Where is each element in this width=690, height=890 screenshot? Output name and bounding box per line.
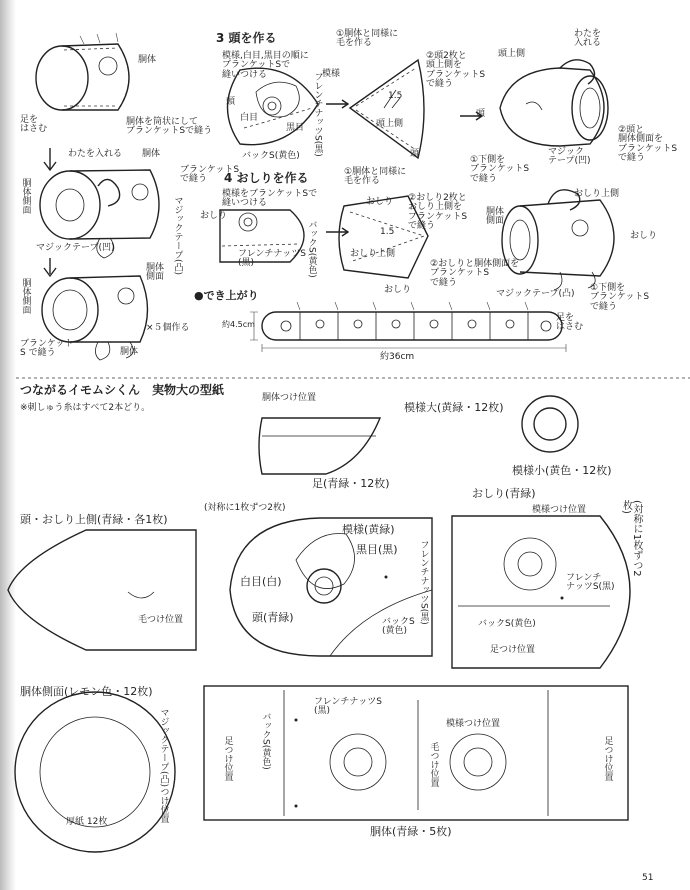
step3-step2: ②頭2枚と 頭上側を ブランケットS で縫う — [426, 51, 486, 90]
oshiri-french: フレンチ ナッツS(黒) — [566, 573, 615, 593]
body-side-pattern — [15, 692, 175, 852]
step4-back-v: バックS(黄色) — [306, 220, 317, 278]
oshiri-leg-pos: 足つけ位置 — [490, 645, 536, 655]
tl-body3: 胴体 — [120, 347, 139, 357]
tl-tube: 胴体を筒状にして ブランケットSで縫う — [126, 117, 213, 137]
step3-magic-tape: マジック テープ(凹) — [548, 147, 591, 167]
body-back-v: バックS(黄色) — [260, 712, 271, 770]
step3-head-upper: 頭上側 — [376, 119, 404, 129]
step4-oshiri2: おしり — [366, 197, 394, 207]
head-french-v: フレンチナッツS(黒) — [418, 540, 429, 625]
pattern-small-label: 模様小(黄色・12枚) — [512, 464, 612, 477]
head-white-eye: 白目(白) — [240, 575, 282, 588]
step4-r-magic: マジックテープ(凸) — [496, 289, 575, 299]
leg-pattern — [259, 418, 380, 474]
body-side-magic-v: マジックテープ(凸)つけ位置 — [158, 708, 169, 824]
tl-cotton: わたを入れる — [68, 149, 123, 159]
step4-r-step2: ②おしりと胴体側面を ブランケットS で縫う — [430, 259, 520, 288]
tl-magic-tape-v: マジックテープ(凸) — [172, 196, 183, 276]
step4-r-upper: おしり上側 — [574, 189, 620, 199]
leg-label: 足(青緑・12枚) — [312, 477, 390, 490]
head-pattern-label: 模様(黄緑) — [342, 523, 395, 536]
head-stuffed-illustration — [500, 60, 608, 146]
leg-pos: 胴体つけ位置 — [262, 393, 317, 403]
step4-r-body-side: 胴体 側面 — [486, 207, 505, 227]
body-french: フレンチナッツS (黒) — [314, 697, 382, 717]
step3-head: 頭 — [226, 97, 236, 107]
tl-side-v1: 胴体側面 — [20, 178, 31, 214]
body-pattern-pos: 模様つけ位置 — [446, 719, 501, 729]
body-leg-pos-left: 足つけ位置 — [222, 736, 233, 781]
tl-body2: 胴体 — [142, 149, 161, 159]
step4-oshiri: おしり — [200, 211, 228, 221]
step4-instr: 模様をブランケットSで 縫いつける — [222, 189, 318, 209]
oshiri-label: おしり(青緑) — [472, 487, 536, 500]
arrow-down-1 — [44, 148, 56, 170]
finished-caterpillar — [250, 302, 566, 352]
tl-make5: ×５個作る — [146, 323, 190, 333]
body-side-label: 胴体側面(レモン色・12枚) — [20, 685, 153, 698]
step4-num15: 1.5 — [380, 227, 395, 237]
step4-oshiri-upper: おしり上側 — [350, 249, 396, 259]
head-black-eye: 黒目(黒) — [356, 543, 398, 556]
pattern-note: ※刺しゅう糸はすべて2本どり。 — [20, 403, 151, 413]
step3-french-v: フレンチナッツS(黒) — [312, 72, 323, 157]
step3-lower-side: ①下側を ブランケットS で縫う — [470, 155, 530, 184]
oshiri-symmetric-v: (対称に1枚ずつ2枚) — [620, 500, 642, 577]
tl-side-body: 胴体 側面 — [146, 263, 165, 283]
arrow-down-2 — [44, 258, 56, 276]
arrow-right-1 — [326, 100, 348, 108]
step3-white-eye: 白目 — [240, 113, 259, 123]
hair-pos: 毛つけ位置 — [138, 615, 184, 625]
page-number: 51 — [642, 873, 654, 883]
tl-side-v2: 胴体側面 — [20, 278, 31, 314]
step3-instr: 模様,白目,黒目の順に ブランケットSで 縫いつける — [222, 51, 309, 80]
step3-head2: 頭 — [410, 149, 420, 159]
step3-step1: ①胴体と同様に 毛を作る — [336, 29, 399, 49]
finished-length: 約36cm — [380, 352, 415, 362]
step4-r-legs: 足を はさむ — [556, 313, 584, 333]
body-tube-illustration — [36, 33, 129, 110]
body-label: 胴体(青緑・5枚) — [370, 825, 452, 838]
head-symmetric: (対称に1枚ずつ2枚) — [204, 503, 286, 513]
tl-blanket3: ブランケット S で縫う — [20, 339, 74, 359]
step4-r-oshiri: おしり — [630, 231, 658, 241]
step3-pattern: 模様 — [322, 69, 341, 79]
oshiri-pattern-pos: 模様つけ位置 — [532, 505, 587, 515]
tl-blanket2: ブランケットS で縫う — [180, 165, 240, 185]
tl-legs: 足を はさむ — [20, 115, 48, 135]
head-head-label: 頭(青緑) — [252, 611, 294, 624]
body-side-cardboard: 厚紙 12枚 — [66, 817, 108, 827]
step3-body-side: ②頭と 胴体側面を ブランケットS で縫う — [618, 125, 678, 164]
oshiri-head-upper-pattern — [8, 530, 196, 650]
step3-back: バックS(黄色) — [242, 151, 300, 161]
step4-step2: ②おしり2枚と おしり上側を ブランケットS で縫う — [408, 193, 468, 232]
step4-step1: ①胴体と同様に 毛を作る — [344, 167, 407, 187]
pattern-large-circle — [522, 396, 578, 452]
step3-head3: 頭 — [476, 109, 486, 119]
tl-body: 胴体 — [138, 55, 157, 65]
oshiri-back: バックS(黄色) — [478, 619, 536, 629]
body-hair-pos-v: 毛つけ位置 — [428, 742, 439, 787]
step4-heading: 4 おしりを作る — [224, 171, 309, 185]
step3-black-eye: 黒目 — [286, 123, 305, 133]
finished-heading: ●でき上がり — [194, 289, 259, 302]
tl-magic-tape: マジックテープ(凹) — [36, 243, 115, 253]
pattern-small-circle — [534, 408, 566, 440]
pattern-big-label: 模様大(黄緑・12枚) — [404, 401, 504, 414]
head-back: バックS (黄色) — [382, 617, 415, 637]
head-step-illustration — [350, 60, 424, 158]
step3-cotton: わたを 入れる — [574, 29, 602, 49]
finished-height: 約4.5cm — [222, 320, 255, 329]
oshiri-head-upper-label: 頭・おしり上側(青緑・各1枚) — [20, 513, 168, 526]
body-leg-pos-right: 足つけ位置 — [602, 736, 613, 781]
step3-heading: 3 頭を作る — [216, 31, 277, 45]
step3-num15: 1.5 — [388, 91, 403, 101]
step4-oshiri3: おしり — [384, 285, 412, 295]
pattern-title: つながるイモムシくん 実物大の型紙 — [20, 383, 225, 397]
step3-head-upper2: 頭上側 — [498, 49, 526, 59]
step4-r-lower: ①下側を ブランケットS で縫う — [590, 283, 650, 312]
step4-french: フレンチナッツS (黒) — [238, 249, 306, 269]
arrow-right-3 — [326, 228, 348, 236]
